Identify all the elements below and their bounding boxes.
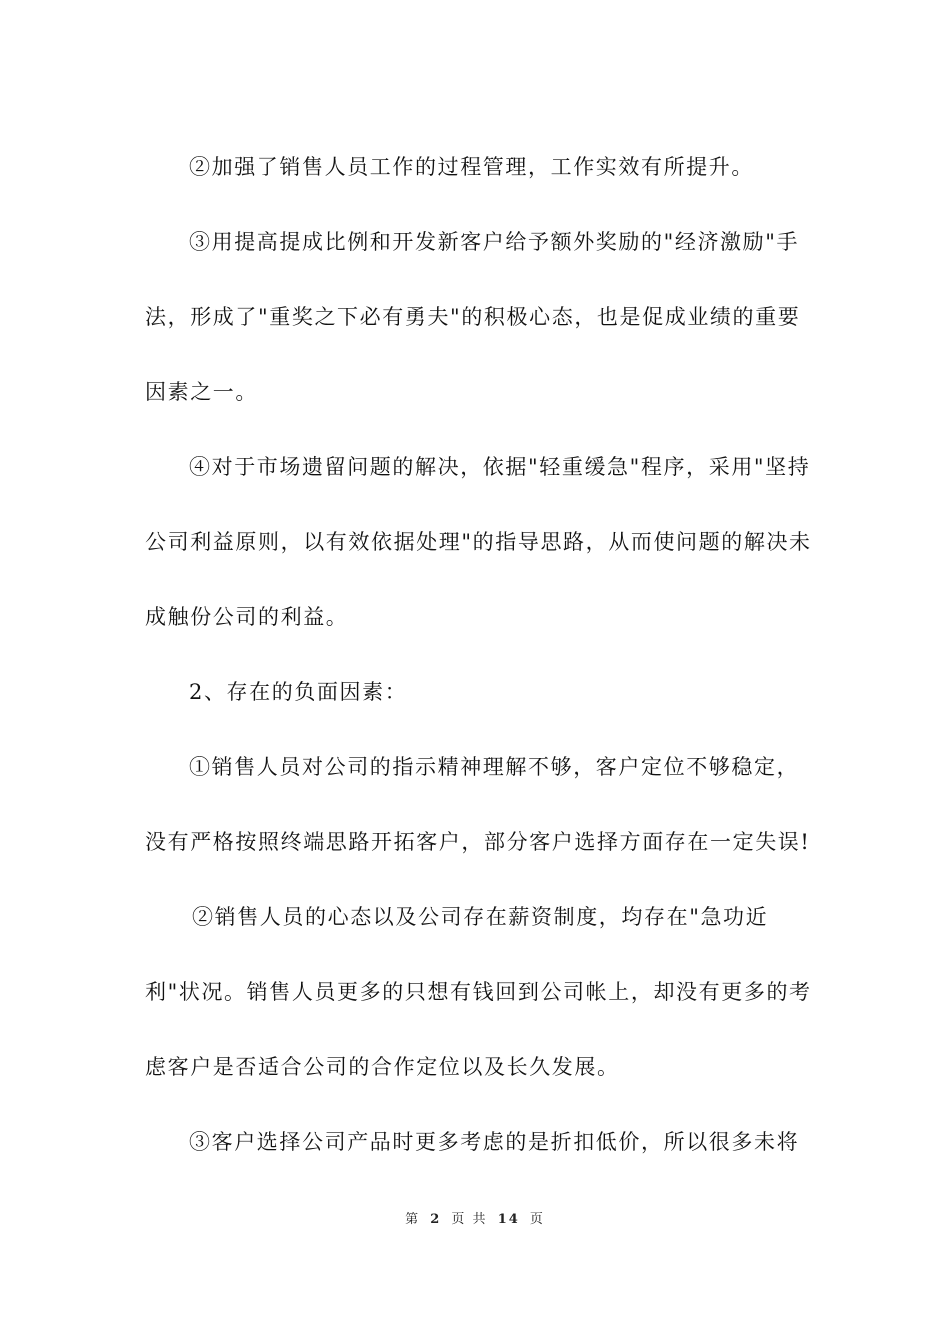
paragraph-line: 法，形成了"重奖之下必有勇夫"的积极心态，也是促成业绩的重要 <box>145 305 801 329</box>
page-footer <box>0 1208 950 1227</box>
footer-total-pages: 14 <box>497 1212 520 1227</box>
paragraph-line: 公司利益原则，以有效依据处理"的指导思路，从而使问题的解决未 <box>145 530 812 554</box>
footer-page-number: 2 <box>430 1212 442 1227</box>
paragraph-line: 虑客户是否适合公司的合作定位以及长久发展。 <box>145 1055 620 1079</box>
document-body <box>145 130 810 1180</box>
paragraph-line: ①销售人员对公司的指示精神理解不够，客户定位不够稳定， <box>189 755 800 779</box>
section-heading: 2、存在的负面因素： <box>189 680 408 704</box>
paragraph-line: ④对于市场遗留问题的解决，依据"轻重缓急"程序，采用"坚持 <box>189 455 811 479</box>
paragraph-line: 没有严格按照终端思路开拓客户，部分客户选择方面存在一定失误! <box>145 830 811 854</box>
paragraph-line: 成触份公司的利益。 <box>145 605 349 629</box>
footer-suffix: 页 <box>529 1212 545 1227</box>
footer-middle: 页 共 <box>451 1212 488 1227</box>
paragraph-line: ②销售人员的心态以及公司存在薪资制度，均存在"急功近 <box>192 905 769 929</box>
footer-prefix: 第 <box>405 1212 421 1227</box>
paragraph-line: ②加强了销售人员工作的过程管理，工作实效有所提升。 <box>189 155 754 179</box>
paragraph-line: 因素之一。 <box>145 380 258 404</box>
paragraph-line: ③客户选择公司产品时更多考虑的是折扣低价，所以很多未将 <box>189 1130 800 1154</box>
paragraph-line: ③用提高提成比例和开发新客户给予额外奖励的"经济激励"手 <box>189 230 800 254</box>
paragraph-line: 利"状况。销售人员更多的只想有钱回到公司帐上，却没有更多的考 <box>145 980 812 1004</box>
